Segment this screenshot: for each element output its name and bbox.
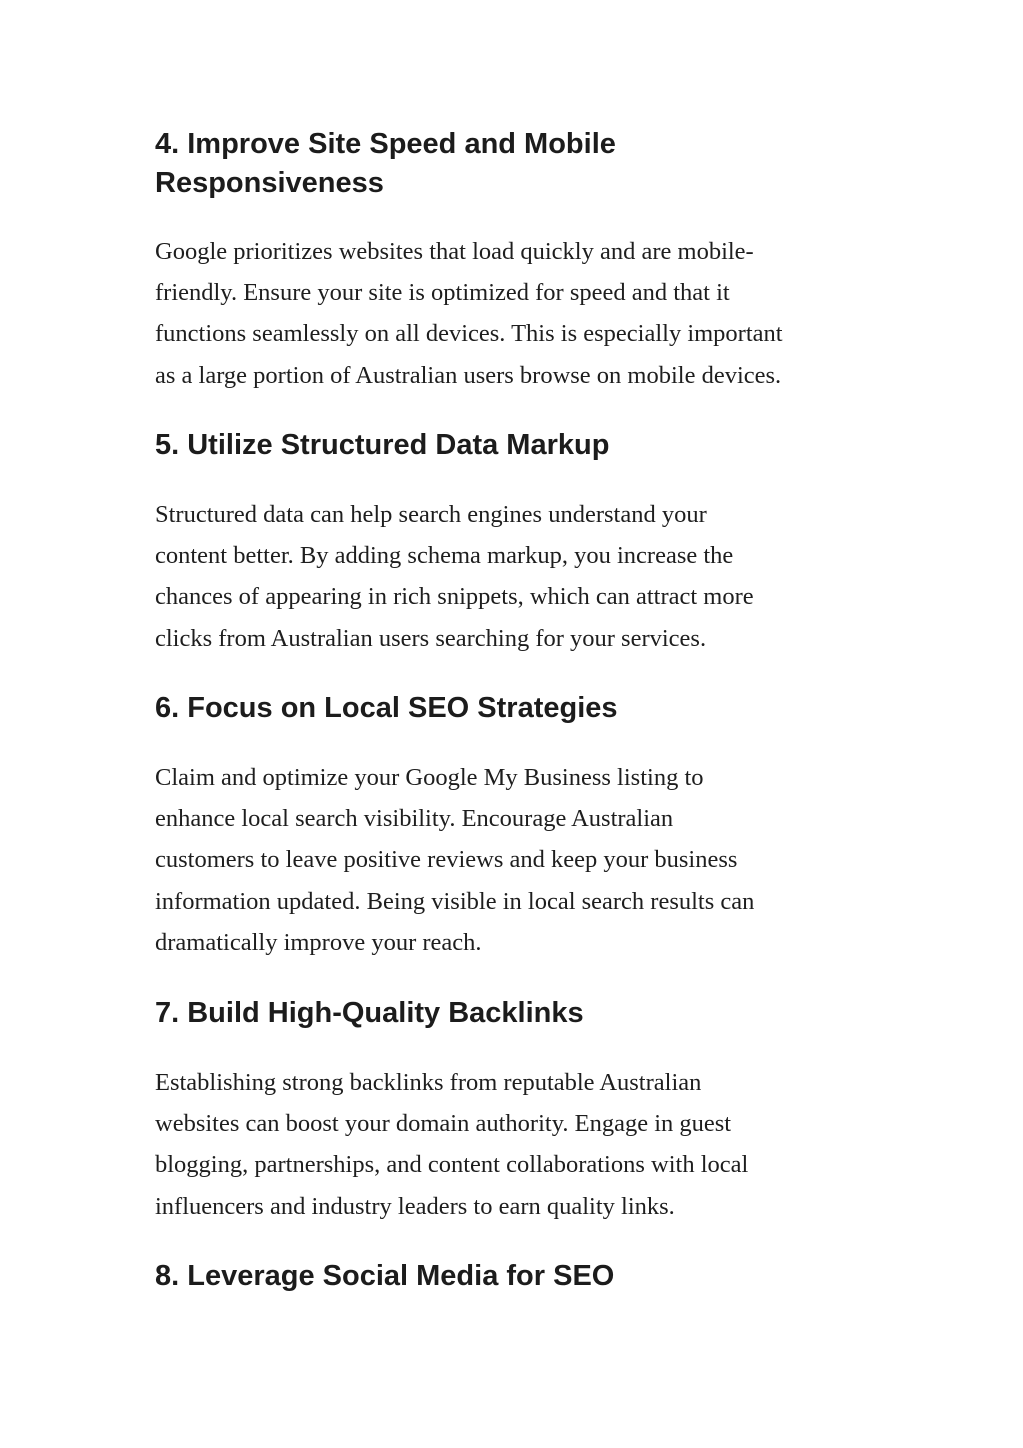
heading-line: 4. Improve Site Speed and Mobile <box>155 128 616 160</box>
body-line: Structured data can help search engines understand your <box>155 501 707 528</box>
body-line: clicks from Australian users searching for your services. <box>155 624 707 652</box>
body-line: content better. By adding schema markup, you increase the <box>155 542 734 570</box>
heading-line: 6. Focus on Local SEO Strategies <box>155 692 618 724</box>
heading-line: Responsiveness <box>155 167 384 199</box>
section-4-body <box>155 231 895 396</box>
body-line: customers to leave positive reviews and keep your business <box>155 846 738 874</box>
body-line: Google prioritizes websites that load quickly and are mobile- <box>155 238 754 265</box>
body-line: Establishing strong backlinks from reputable Australian <box>155 1069 702 1096</box>
section-5-body <box>155 494 895 659</box>
body-line: influencers and industry leaders to earn quality links. <box>155 1192 675 1220</box>
section-7-body <box>155 1062 895 1227</box>
section-5-heading <box>155 426 875 465</box>
body-line: dramatically improve your reach. <box>155 928 482 956</box>
body-line: enhance local search visibility. Encourage Australian <box>155 805 674 833</box>
body-line: blogging, partnerships, and content collaborations with local <box>155 1151 749 1179</box>
body-line: websites can boost your domain authority. Engage in guest <box>155 1110 732 1138</box>
section-6-body <box>155 757 895 963</box>
body-line: as a large portion of Australian users browse on mobile devices. <box>155 361 782 389</box>
body-line: information updated. Being visible in local search results can <box>155 887 755 915</box>
body-line: functions seamlessly on all devices. This is especially important <box>155 320 783 348</box>
section-4-heading <box>155 125 875 203</box>
heading-line: 7. Build High-Quality Backlinks <box>155 997 584 1029</box>
heading-line: 8. Leverage Social Media for SEO <box>155 1260 615 1292</box>
body-line: chances of appearing in rich snippets, which can attract more <box>155 583 754 611</box>
section-7-heading <box>155 994 875 1033</box>
section-6-heading <box>155 689 875 728</box>
heading-line: 5. Utilize Structured Data Markup <box>155 429 610 461</box>
body-line: friendly. Ensure your site is optimized for speed and that it <box>155 279 730 307</box>
section-8-heading <box>155 1257 875 1296</box>
body-line: Claim and optimize your Google My Business listing to <box>155 764 704 791</box>
